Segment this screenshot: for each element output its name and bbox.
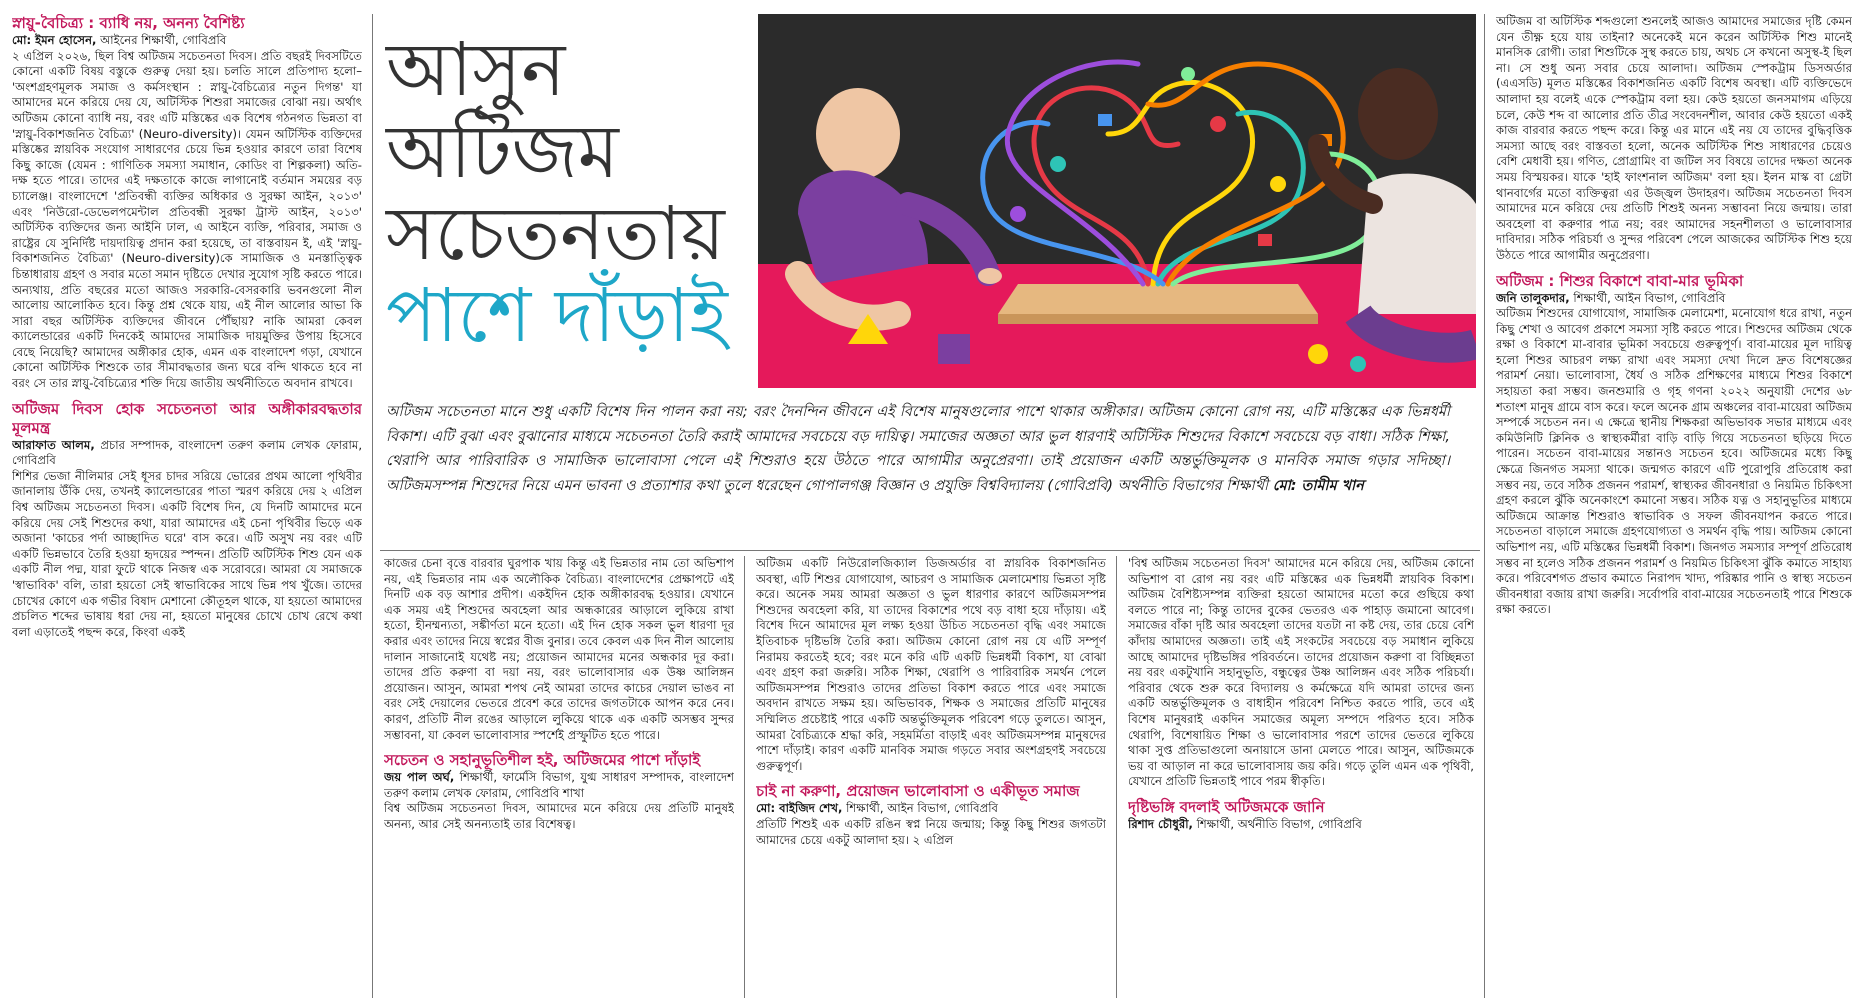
article-1-title: স্নায়ু-বৈচিত্র্য : ব্যাধি নয়, অনন্য বৈশিষ্ট্য: [12, 14, 245, 32]
column-divider: [744, 556, 745, 998]
article-6-author: জনি তালুকদার,: [1496, 290, 1570, 305]
article-3-author: জয় পাল অর্ঘ,: [384, 770, 455, 785]
article-6-role: শিক্ষার্থী, আইন বিভাগ, গোবিপ্রবি: [1569, 290, 1726, 305]
article-1-byline: [12, 33, 362, 49]
column-1: [12, 14, 362, 1000]
article-3-role: শিক্ষার্থী, ফার্মেসি বিভাগ, যুগ্ম সাধারণ সম্পাদক, বাংলাদেশ তরুণ কলাম লেখক ফোরাম, গোবিপ্রবি শাখা: [384, 770, 734, 800]
article-3-title: সচেতন ও সহানুভূতিশীল হই, অটিজমের পাশে দাঁড়াই: [384, 751, 701, 770]
article-3-body: বিশ্ব অটিজম সচেতনতা দিবস, আমাদের মনে করিয়ে দেয় প্রতিটি মানুষই অনন্য, আর সেই অনন্যতাই তার বিশেষত্ব।: [384, 801, 734, 831]
article-5-role: শিক্ষার্থী, অর্থনীতি বিভাগ, গোবিপ্রবি: [1192, 816, 1362, 831]
article-2-body: শিশির ভেজা নীলিমার সেই ধূসর চাদর সরিয়ে ভোরের প্রথম আলো পৃথিবীর জানালায় উঁকি দেয়, তখনই ক্যালেন্ডারের পাতা স্মরণ করিয়ে দেয় ২ এপ্রিল বিশ্ব অটিজম সচেতনতা দিবস। একটি বিশেষ দিন, যে দিনটি আমাদের মনে করিয়ে দেয় সেই শিশুদের কথা, যারা আমাদের এই চেনা পৃথিবীর ভিড়ে এক অজানা 'কাচের পর্দা আচ্ছাদিত ঘরে' বাস করে। এটি অসুখ নয় বরং এটি একটি ভিন্নভাবে তৈরি হওয়া হৃদয়ের স্পন্দন। প্রতিটি অটিস্টিক শিশু যেন এক একটি নীল পদ্ম, যারা ফুটে থাকে নিজস্ব এক সরোবরে। আমরা যে সমাজকে 'স্বাভাবিক' বলি, তারা হয়তো সেই স্বাভাবিকের সাথে ভিন্ন পথ খুঁজে। তাদের চোখের কোণে এক গভীর বিষাদ মেশানো কৌতূহল থাকে, যা হয়তো আমাদের প্রচলিত শব্দের ভাষায় ধরা দেয় না, হয়তো মানুষের চোখে চোখ রেখে কথা বলা এড়াতেই পছন্দ করে, কিংবা একই: [12, 468, 362, 639]
intro-author: মো: তামীম খান: [1272, 477, 1364, 494]
article-5-byline: [1128, 817, 1474, 833]
children-bead-maze-illustration: [758, 14, 1476, 388]
article-1-body: ২ এপ্রিল ২০২৬, ছিল বিশ্ব অটিজম সচেতনতা দিবস। প্রতি বছরই দিবসটিতে কোনো একটি বিষয় বস্তুকে গুরুত্ব দেয়া হয়। চলতি সালে প্রতিপাদ্য হলো– 'অংশগ্রহণমূলক সমাজ ও কর্মসংস্থান : স্নায়ু-বৈচিত্র্যের নতুন দিগন্ত' যা আমাদের মনে করিয়ে দেয় যে, অটিস্টিক শিশুরা সমাজের বোঝা নয়। অর্থাৎ অটিজম কোনো ব্যাধি নয়, বরং এটি মস্তিষ্কের এক বিশেষ গঠনগত ভিন্নতা বা 'স্নায়ু-বিকাশজনিত বৈচিত্র্য' (Neuro-diversity)। যেমন অটিস্টিক ব্যক্তিদের মস্তিষ্কের স্নায়বিক সংযোগ সাধারণের চেয়ে ভিন্ন হওয়ার কারণে তারা বিশেষ কিছু কাজে (যেমন : গাণিতিক সমস্যা সমাধান, কোডিং বা শিল্পকলা) অতি-দক্ষ হতে পারে। তাদের এই দক্ষতাকে কাজে লাগানোই বর্তমান সময়ের বড় চ্যালেঞ্জ। বাংলাদেশে 'প্রতিবন্ধী ব্যক্তির অধিকার ও সুরক্ষা আইন, ২০১৩' এবং 'নিউরো-ডেভেলপমেন্টাল প্রতিবন্ধী সুরক্ষা ট্রাস্ট আইন, ২০১৩' অটিস্টিক ব্যক্তিদের জন্য আইনি ঢাল, এ আইনে ব্যক্তি, পরিবার, সমাজ ও রাষ্ট্রের যে সুনির্দিষ্ট দায়দায়িত্ব প্রদান করা হয়েছে, তা বাস্তবায়ন ই, এই 'স্নায়ু-বিকাশজনিত বৈচিত্র্য' (Neuro-diversity)কে সামাজিক ও মনস্তাত্ত্বিক চিন্তাধারায় গ্রহণ ও সবার মতো সমান দৃষ্টিতে দেখার সুযোগ সৃষ্টি করতে পারে। অন্যথায়, প্রতি বছরের মতো আজও সরকারি-বেসরকারি ভবনগুলো নীল আলোয় আলোকিত হবে। কিন্তু প্রশ্ন থেকে যায়, এই নীল আলোর আভা কি সারা বছর অটিস্টিক ব্যক্তিদের জীবনে পৌঁছায়? নাকি আমরা কেবল ক্যালেন্ডারের একটি দিনকেই আমাদের সামাজিক দায়মুক্তির উপায় হিসেবে বেছে নিয়েছি? আমাদের অঙ্গীকার হোক, এমন এক বাংলাদেশ গড়া, যেখানে কোনো অটিস্টিক শিশুকে তার সীমাবদ্ধতার জন্য ঘরে বন্দি থাকতে হবে না বরং সে তার স্নায়ু-বৈচিত্র্যের শক্তি দিয়ে জাতীয় অর্থনীতিতে অবদান রাখবে।: [12, 48, 362, 391]
article-5-title: দৃষ্টিভঙ্গি বদলাই অটিজমকে জানি: [1128, 797, 1325, 816]
column-5-body: অটিজম বা অটিস্টিক শব্দগুলো শুনলেই আজও আমাদের সমাজের দৃষ্টি কেমন যেন তীক্ষ্ণ হয়ে যায় তাইনা? অনেকেই মনে করেন অটিস্টিক শিশু মানেই মানসিক রোগী। তারা শিশুটিকে সুস্থ করতে চায়, অথচ সে কখনো অসুস্থ-ই ছিল না। সে শুধু অন্য সবার চেয়ে আলাদা। অটিজম স্পেকট্রাম ডিসঅর্ডার (এএসডি) মূলত মস্তিষ্কের বিকাশজনিত একটি বিশেষ অবস্থা। এটি ব্যক্তিভেদে আলাদা হয় বলেই একে স্পেকট্রাম বলা হয়। কেউ হয়তো জনসমাগম এড়িয়ে চলে, কেউ শব্দ বা আলোর প্রতি তীব্র সংবেদনশীল, আবার কেউ হয়তো একই কাজ বারবার করতে পছন্দ করে। কিন্তু এর মানে এই নয় যে তাদের বুদ্ধিবৃত্তিক সমস্যা আছে বরং বাস্তবতা হলো, অনেক অটিস্টিক শিশু সাধারণের চেয়েও বেশি মেধাবী হয়। গণিত, প্রোগ্রামিং বা জটিল সব বিষয়ে তাদের দক্ষতা অনেক সময় বিস্ময়কর। যাকে 'হাই ফাংশনাল অটিজম' বলা হয়। ইলন মাস্ক বা গ্রেটা থানবার্গের মতো ব্যক্তিত্বরা এর উজ্জ্বল উদাহরণ। অটিজম সচেতনতা দিবস আমাদের মনে করিয়ে দেয় প্রতিটি শিশুই অনন্য সম্ভাবনা নিয়ে জন্মায়। তারা অবহেলা বা করুণার পাত্র নয়; বরং আমাদের সহনশীলতা ও ভালোবাসার দাবিদার। সঠিক পরিচর্যা ও সুন্দর পরিবেশ পেলে আজকের অটিস্টিক শিশু হয়ে উঠতে পারে আগামীর অনুপ্রেরণা।: [1496, 14, 1852, 262]
article-6-title: অটিজম : শিশুর বিকাশে বাবা-মার ভূমিকা: [1496, 271, 1744, 290]
column-divider: [372, 14, 373, 998]
column-4: [1128, 556, 1474, 998]
column-4-body: 'বিশ্ব অটিজম সচেতনতা দিবস' আমাদের মনে করিয়ে দেয়, অটিজম কোনো অভিশাপ বা রোগ নয় বরং এটি মস্তিষ্কের এক ভিন্নধর্মী স্নায়বিক বিকাশ। অটিজম বৈশিষ্ট্যসম্পন্ন ব্যক্তিরা হয়তো আমাদের মতো করে গুছিয়ে কথা বলতে পারে না; কিন্তু তাদের বুকের ভেতরও এক পাহাড় জমানো আবেগ। সমাজের বাঁকা দৃষ্টি আর অবহেলা তাদের যতটা না কষ্ট দেয়, তার চেয়ে বেশি কাঁদায় আমাদের অজ্ঞতা। তাই এই সংকটের সবচেয়ে বড় সমাধান লুকিয়ে আছে আমাদের দৃষ্টিভঙ্গির পরিবর্তনে। তাদের প্রয়োজন করুণা বা বিচ্ছিন্নতা নয় বরং একটুখানি সহানুভূতি, বন্ধুত্বের উষ্ণ আলিঙ্গন এবং সঠিক পরিচর্যা। পরিবার থেকে শুরু করে বিদ্যালয় ও কর্মক্ষেত্রে যদি আমরা তাদের জন্য একটি অন্তর্ভুক্তিমূলক ও বাধাহীন পরিবেশ নিশ্চিত করতে পারি, তবে এই বিশেষ মানুষরাই একদিন সমাজের অমূল্য সম্পদে পরিণত হবে। সঠিক থেরাপি, বিশেষায়িত শিক্ষা ও ভালোবাসার পরশে তাদের ভেতরে লুকিয়ে থাকা সুপ্ত প্রতিভাগুলো অনায়াসে ডানা মেলতে পারে। আসুন, অটিজমকে ভয় বা আড়াল না করে ভালোবাসায় জয় করি। গড়ে তুলি এমন এক পৃথিবী, যেখানে প্রতিটি ভিন্নতাই পাবে পরম স্বীকৃতি।: [1128, 556, 1474, 789]
headline-line-3: সচেতনতায়: [386, 191, 725, 277]
article-4-byline: [756, 801, 1106, 817]
column-5: [1496, 14, 1852, 1000]
article-1-role: আইনের শিক্ষার্থী, গোবিপ্রবি: [96, 33, 227, 47]
column-3: [756, 556, 1106, 998]
article-2-role: প্রচার সম্পাদক, বাংলাদেশ তরুণ কলাম লেখক ফোরাম, গোবিপ্রবি: [12, 437, 362, 468]
article-2-byline: [12, 438, 362, 469]
column-3-body: অটিজম একটি নিউরোলজিক্যাল ডিজঅর্ডার বা স্নায়বিক বিকাশজনিত অবস্থা, এটি শিশুর যোগাযোগ, আচরণ ও সামাজিক মেলামেশায় ভিন্নতা সৃষ্টি করে। অনেক সময় আমরা অজ্ঞতা ও ভুল ধারণার কারণে অটিজমসম্পন্ন শিশুদের অবহেলা করি, যা তাদের বিকাশের পথে বড় বাধা হয়ে দাঁড়ায়। এই বিশেষ দিনে আমাদের মূল লক্ষ্য হওয়া উচিত সচেতনতা বৃদ্ধি এবং সমাজে ইতিবাচক দৃষ্টিভঙ্গি তৈরি করা। অটিজম কোনো রোগ নয় যে এটি সম্পূর্ণ নিরাময় করতেই হবে; বরং মনে করি এটি একটি ভিন্নধর্মী বিকাশ, যা বোঝা এবং গ্রহণ করা জরুরি। সঠিক শিক্ষা, থেরাপি ও পারিবারিক সমর্থন পেলে অটিজমসম্পন্ন শিশুরাও তাদের প্রতিভা বিকাশ করতে পারে এবং সমাজে অবদান রাখতে সক্ষম হয়। অভিভাবক, শিক্ষক ও সমাজের প্রতিটি মানুষের সম্মিলিত প্রচেষ্টাই পারে একটি অন্তর্ভুক্তিমূলক পরিবেশ গড়ে তুলতে। আসুন, আমরা বৈচিত্র্যকে শ্রদ্ধা করি, সহমর্মিতা বাড়াই এবং অটিজমসম্পন্ন মানুষদের পাশে দাঁড়াই। কারণ একটি মানবিক সমাজ গড়তে সবার অংশগ্রহণই সবচেয়ে গুরুত্বপূর্ণ।: [756, 556, 1106, 773]
article-4-title: চাই না করুণা, প্রয়োজন ভালোবাসা ও একীভূত সমাজ: [756, 782, 1080, 801]
article-5-author: রিশাদ চৌধুরী,: [1128, 816, 1193, 831]
column-2: [384, 556, 734, 998]
article-2-author: আরাফাত আলম,: [12, 437, 95, 452]
article-4-body: প্রতিটি শিশুই এক একটি রঙিন স্বপ্ন নিয়ে জন্মায়; কিন্তু কিছু শিশুর জগতটা আমাদের চেয়ে একটু আলাদা হয়। ২ এপ্রিল: [756, 816, 1106, 847]
headline: [386, 27, 742, 360]
intro-paragraph: [386, 400, 1450, 498]
headline-line-2: অটিজম: [386, 109, 619, 195]
headline-line-1: আসুন: [386, 27, 566, 113]
column-2-body: কাজের চেনা বৃত্তে বারবার ঘুরপাক খায় কিন্তু এই ভিন্নতার নাম তো অভিশাপ নয়, এই ভিন্নতার নাম এক অলৌকিক বৈচিত্র্য। বাংলাদেশের প্রেক্ষাপটে এই দিনটি এক বড় আশার প্রদীপ। একইদিন হোক অঙ্গীকারবদ্ধ হওয়ার। যেখানে এক সময় এই শিশুদের অবহেলা আর অন্ধকারের আড়ালে লুকিয়ে রাখা হতো, হীনম্মন্যতা, সঙ্কীর্ণতা মনে হতো। এই দিন হোক সকল ভুল ধারণা দূর করার এবং তাদের নিয়ে স্বপ্নের বীজ বুনার। তবে কেবল এক দিন নীল আলোয় দালান সাজানোই যথেষ্ট নয়; প্রয়োজন আমাদের মনের অন্ধকার দূর করা। তাদের প্রতি করুণা বা দয়া নয়, বরং ভালোবাসার এক উষ্ণ আলিঙ্গন প্রয়োজন। আসুন, আমরা শপথ নেই আমরা তাদের কাচের দেয়াল ভাঙব না বরং সেই দেয়ালের ভেতরে প্রবেশ করে তাদের জগতটাকে আপন করে নেব। কারণ, প্রতিটি নীল রঙের আড়ালে লুকিয়ে থাকে এক একটি অসম্ভব সুন্দর সম্ভাবনা, যা কেবল ভালোবাসার স্পর্শেই প্রস্ফুটিত হতে পারে।: [384, 556, 734, 742]
intro-text: অটিজম সচেতনতা মানে শুধু একটি বিশেষ দিন পালন করা নয়; বরং দৈনন্দিন জীবনে এই বিশেষ মানুষগুলোর পাশে থাকার অঙ্গীকার। অটিজম কোনো রোগ নয়, এটি মস্তিষ্কের এক ভিন্নধর্মী বিকাশ। এটি বুঝা এবং বুঝানোর মাধ্যমে সচেতনতা তৈরি করাই আমাদের সবচেয়ে বড় দায়িত্ব। সমাজের অজ্ঞতা আর ভুল ধারণাই অটিস্টিক শিশুদের বিকাশে সবচেয়ে বড় বাধা। সঠিক শিক্ষা, থেরাপি আর পারিবারিক ও সামাজিক ভালোবাসা পেলে এই শিশুরাও হয়ে উঠতে পারে আগামীর অনুপ্রেরণা। তাই প্রয়োজন একটি অন্তর্ভুক্তিমূলক ও মানবিক সমাজ গড়ার সদিচ্ছা। অটিজমসম্পন্ন শিশুদের নিয়ে এমন ভাবনা ও প্রত্যাশার কথা তুলে ধরেছেন গোপালগঞ্জ বিজ্ঞান ও প্রযুক্তি বিশ্ববিদ্যালয় (গোবিপ্রবি) অর্থনীতি বিভাগের শিক্ষার্থী: [386, 404, 1450, 494]
column-divider: [1484, 14, 1485, 998]
article-6-body: অটিজম শিশুদের যোগাযোগ, সামাজিক মেলামেশা, মনোযোগ ধরে রাখা, নতুন কিছু শেখা ও আবেগ প্রকাশে সমস্যা সৃষ্টি করতে পারে। শিশুদের অটিজম থেকে রক্ষা ও বিকাশে মা-বাবার ভূমিকা সবচেয়ে গুরুত্বপূর্ণ। বাবা-মায়ের মূল দায়িত্ব হলো শিশুর আচরণ লক্ষ্য রাখা এবং সমস্যা দেখা দিলে দ্রুত বিশেষজ্ঞের পরামর্শ নেয়া। ভালোবাসা, ধৈর্য ও সঠিক প্রশিক্ষণের মাধ্যমে শিশুর বিকাশে সহায়তা করা সম্ভব। জনশুমারি ও গৃহ গণনা ২০২২ অনুযায়ী দেশের ৬৮ শতাংশ মানুষ গ্রামে বাস করে। ফলে অনেক গ্রাম অঞ্চলের বাবা-মায়েরা অটিজম সম্পর্কে সচেতন নন। এ ক্ষেত্রে স্থানীয় শিক্ষকরা অভিভাবক সভার মাধ্যমে এবং কমিউনিটি ক্লিনিক ও স্বাস্থ্যকর্মীরা বাড়ি বাড়ি গিয়ে সচেতনতা ছড়িয়ে দিতে পারেন। সচেতন বাবা-মায়ের সন্তানও সচেতন হবে। অটিজমের মধ্যে কিছু ক্ষেত্রে জিনগত সমস্যা থাকে। জন্মগত কারণে এটি পুরোপুরি প্রতিরোধ করা সম্ভব নয়, তবে সঠিক প্রজনন পরামর্শ, স্বাস্থ্যকর জীবনধারা ও নিয়মিত চিকিৎসা গ্রহণ করলে ঝুঁকি অনেকাংশে কমানো সম্ভব। সঠিক যত্ন ও সহানুভূতির মাধ্যমে অটিজমে আক্রান্ত শিশুরাও স্বাভাবিক ও সফল জীবনযাপন করতে পারে। সচেতনতা বাড়ালে সমাজে গ্রহণযোগ্যতা ও সমর্থন বৃদ্ধি পায়। অটিজম কোনো অভিশাপ নয়, এটি মস্তিষ্কের ভিন্নধর্মী বিকাশ। জিনগত সমস্যার সম্পূর্ণ প্রতিরোধ সম্ভব না হলেও সঠিক প্রজনন পরামর্শ ও নিয়মিত চিকিৎসা ঝুঁকি কমাতে সাহায্য করে। পরিবেশগত প্রভাব কমাতে নিরাপদ খাদ্য, পরিষ্কার পানি ও স্বাস্থ্য সচেতন জীবনধারা বজায় রাখা জরুরি। সর্বোপরি বাবা-মায়ের সচেতনতাই পারে শিশুকে রক্ষা করতে।: [1496, 306, 1852, 617]
headline-line-4: পাশে দাঁড়াই: [386, 273, 728, 359]
article-4-author: মো: বাইজিদ শেখ,: [756, 801, 843, 816]
article-3-byline: [384, 770, 734, 801]
intro-divider: [380, 550, 1480, 551]
article-1-author: মো: ইমন হোসেন,: [12, 33, 97, 47]
article-2-title: অটিজম দিবস হোক সচেতনতা আর অঙ্গীকারবদ্ধতার মূলমন্ত্র: [12, 399, 362, 437]
article-4-role: শিক্ষার্থী, আইন বিভাগ, গোবিপ্রবি: [842, 801, 998, 816]
article-6-byline: [1496, 291, 1852, 307]
illustration-svg: [758, 14, 1476, 388]
column-divider: [1116, 556, 1117, 998]
